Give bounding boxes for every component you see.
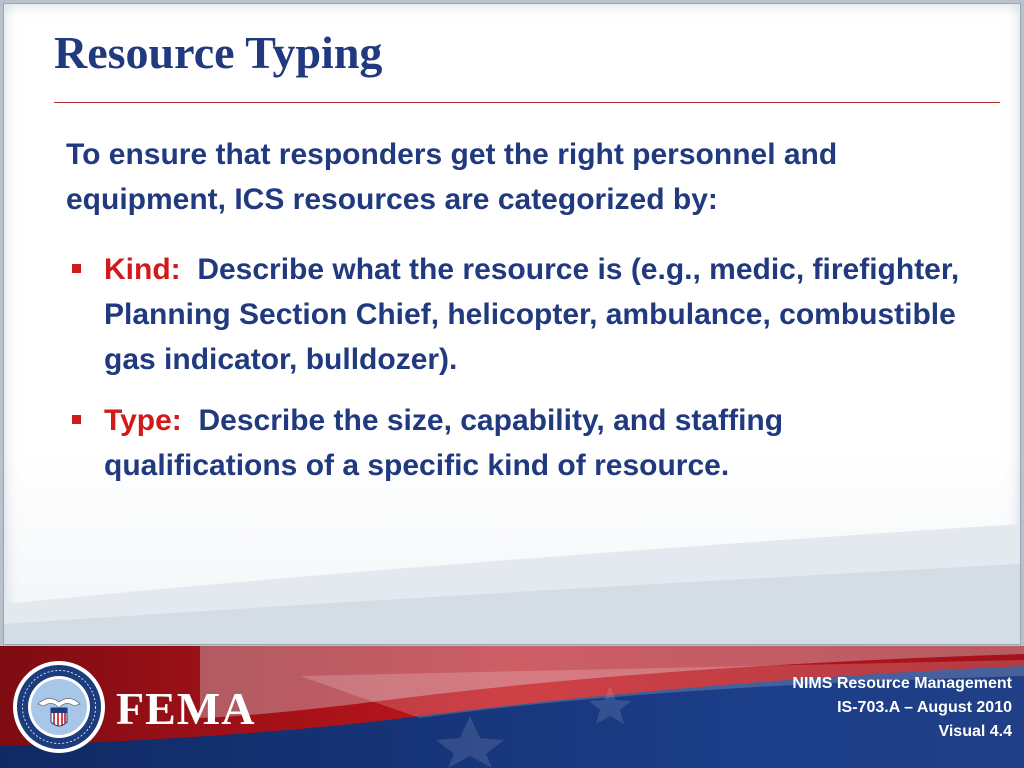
visual-number: Visual 4.4 — [938, 723, 1012, 740]
bullet-type — [70, 398, 960, 488]
bullet-text: Describe the size, capability, and staffing qualifications of a specific kind of resource. — [104, 404, 784, 482]
bullet-text: Describe what the resource is (e.g., medic, firefighter, Planning Section Chief, helicopter, ambulance, combustible gas indicator, bulldozer). — [104, 253, 960, 376]
bullet-list — [70, 247, 960, 504]
course-id: IS-703.A – August 2010 — [837, 699, 1012, 716]
fema-logo-text: FEMA — [116, 683, 256, 734]
dhs-seal-icon — [12, 660, 106, 754]
bullet-square-icon — [72, 264, 81, 273]
background-swoosh — [4, 524, 1020, 644]
slide-frame — [3, 3, 1021, 645]
footer-info — [792, 672, 1012, 744]
bullet-square-icon — [72, 415, 81, 424]
bullet-kind — [70, 247, 960, 382]
footer-banner — [0, 646, 1024, 768]
intro-text: To ensure that responders get the right personnel and equipment, ICS resources are categorized by: — [66, 138, 838, 216]
bullet-term: Type: — [104, 404, 182, 437]
title-divider — [54, 102, 1000, 103]
bullet-term: Kind: — [104, 253, 181, 286]
course-title: NIMS Resource Management — [792, 675, 1012, 692]
slide-title: Resource Typing — [54, 27, 383, 78]
